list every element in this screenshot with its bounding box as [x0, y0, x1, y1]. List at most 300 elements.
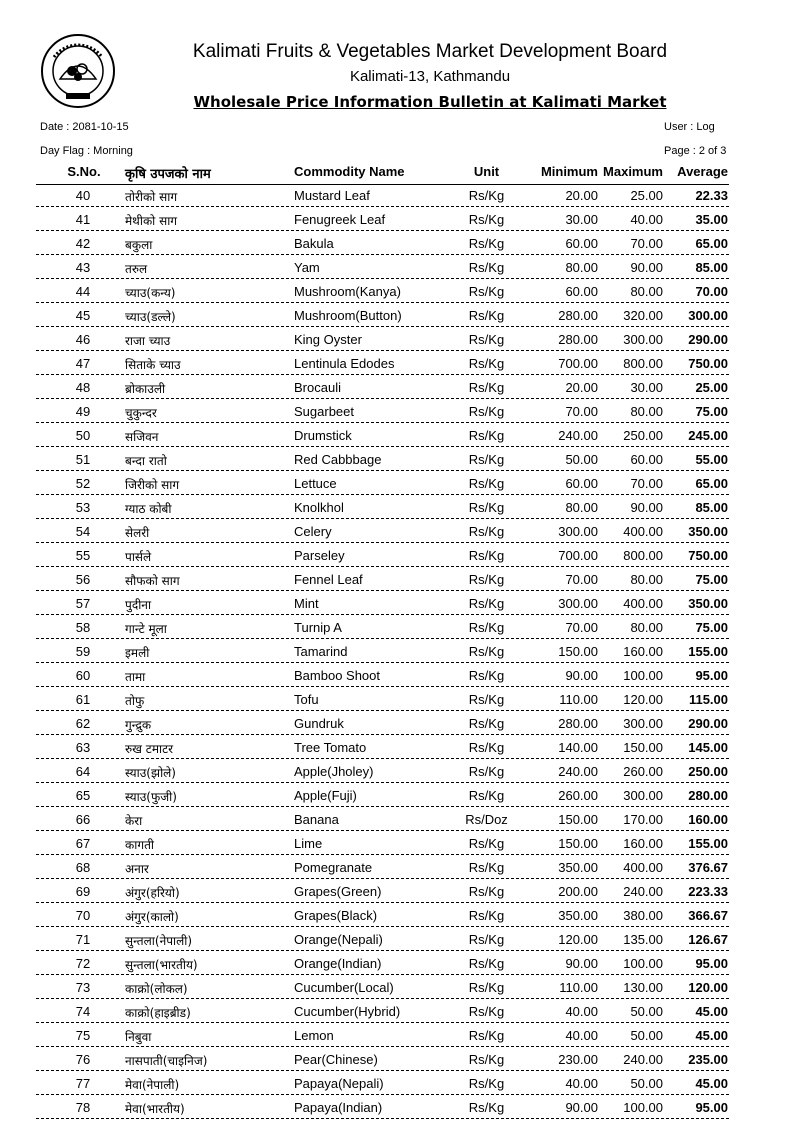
- cell-minimum: 150.00: [558, 812, 598, 827]
- cell-minimum: 240.00: [558, 428, 598, 443]
- cell-nepali-name: तोफु: [125, 694, 145, 708]
- cell-minimum: 700.00: [558, 548, 598, 563]
- cell-commodity-name: Pomegranate: [294, 860, 373, 875]
- cell-commodity-name: Papaya(Nepali): [294, 1076, 384, 1091]
- cell-average: 290.00: [688, 332, 728, 347]
- cell-minimum: 350.00: [558, 860, 598, 875]
- cell-nepali-name: जिरीको साग: [125, 478, 180, 492]
- cell-commodity-name: Sugarbeet: [294, 404, 354, 419]
- cell-average: 45.00: [695, 1076, 728, 1091]
- cell-sno: 49: [75, 404, 91, 419]
- cell-sno: 54: [75, 524, 91, 539]
- cell-nepali-name: सुन्तला(भारतीय): [125, 958, 198, 972]
- cell-nepali-name: केरा: [125, 814, 143, 828]
- cell-nepali-name: च्याउ(कन्य): [125, 286, 176, 300]
- cell-maximum: 250.00: [623, 428, 663, 443]
- cell-nepali-name: मेथीको साग: [125, 214, 178, 228]
- cell-minimum: 70.00: [565, 620, 598, 635]
- cell-average: 750.00: [688, 548, 728, 563]
- table-row: [36, 400, 729, 423]
- cell-commodity-name: Tamarind: [294, 644, 348, 659]
- cell-sno: 40: [75, 188, 91, 203]
- cell-minimum: 30.00: [565, 212, 598, 227]
- cell-sno: 74: [75, 1004, 91, 1019]
- cell-nepali-name: मेवा(भारतीय): [125, 1102, 185, 1116]
- table-row: [36, 232, 729, 255]
- cell-maximum: 100.00: [623, 956, 663, 971]
- cell-minimum: 90.00: [565, 668, 598, 683]
- cell-average: 290.00: [688, 716, 728, 731]
- cell-minimum: 80.00: [565, 260, 598, 275]
- table-row: [36, 688, 729, 711]
- header-commodity-name: Commodity Name: [294, 164, 405, 179]
- table-row: [36, 928, 729, 951]
- cell-unit: Rs/Kg: [468, 1052, 505, 1067]
- table-row: [36, 448, 729, 471]
- cell-maximum: 170.00: [623, 812, 663, 827]
- cell-nepali-name: तामा: [125, 670, 146, 684]
- cell-commodity-name: Papaya(Indian): [294, 1100, 383, 1115]
- cell-minimum: 40.00: [565, 1004, 598, 1019]
- cell-sno: 63: [75, 740, 91, 755]
- cell-average: 155.00: [688, 836, 728, 851]
- cell-maximum: 90.00: [630, 500, 663, 515]
- cell-average: 250.00: [688, 764, 728, 779]
- cell-sno: 45: [75, 308, 91, 323]
- cell-sno: 72: [75, 956, 91, 971]
- table-row: [36, 952, 729, 975]
- cell-nepali-name: ग्याठ कोबी: [125, 502, 172, 516]
- cell-commodity-name: Apple(Jholey): [294, 764, 374, 779]
- cell-average: 70.00: [695, 284, 728, 299]
- cell-minimum: 150.00: [558, 644, 598, 659]
- cell-sno: 46: [75, 332, 91, 347]
- cell-average: 65.00: [695, 236, 728, 251]
- cell-unit: Rs/Kg: [468, 188, 505, 203]
- cell-commodity-name: Fennel Leaf: [294, 572, 363, 587]
- cell-maximum: 800.00: [623, 356, 663, 371]
- cell-maximum: 800.00: [623, 548, 663, 563]
- header-minimum: Minimum: [540, 164, 598, 179]
- cell-nepali-name: स्याउ(फुजी): [125, 790, 177, 804]
- cell-maximum: 400.00: [623, 860, 663, 875]
- cell-nepali-name: च्याउ(डल्ले): [125, 310, 176, 324]
- cell-average: 235.00: [688, 1052, 728, 1067]
- cell-average: 45.00: [695, 1028, 728, 1043]
- table-row: [36, 904, 729, 927]
- cell-commodity-name: Orange(Nepali): [294, 932, 383, 947]
- header-nepali-name: कृषि उपजको नाम: [125, 167, 211, 182]
- cell-sno: 57: [75, 596, 91, 611]
- cell-sno: 56: [75, 572, 91, 587]
- cell-commodity-name: Red Cabbbage: [294, 452, 382, 467]
- header-average: Average: [677, 164, 728, 179]
- cell-average: 350.00: [688, 596, 728, 611]
- table-row: [36, 376, 729, 399]
- cell-maximum: 100.00: [623, 668, 663, 683]
- cell-maximum: 80.00: [630, 404, 663, 419]
- cell-minimum: 280.00: [558, 308, 598, 323]
- cell-unit: Rs/Kg: [468, 332, 505, 347]
- cell-average: 75.00: [695, 620, 728, 635]
- cell-nepali-name: तोरीको साग: [125, 190, 178, 204]
- cell-sno: 60: [75, 668, 91, 683]
- cell-minimum: 240.00: [558, 764, 598, 779]
- cell-unit: Rs/Kg: [468, 980, 505, 995]
- cell-sno: 75: [75, 1028, 91, 1043]
- cell-sno: 71: [75, 932, 91, 947]
- table-row: [36, 760, 729, 783]
- cell-commodity-name: Lemon: [294, 1028, 334, 1043]
- cell-unit: Rs/Kg: [468, 692, 505, 707]
- table-row: [36, 472, 729, 495]
- cell-maximum: 90.00: [630, 260, 663, 275]
- cell-minimum: 140.00: [558, 740, 598, 755]
- board-address: Kalimati-13, Kathmandu: [349, 68, 511, 85]
- cell-nepali-name: पार्सले: [125, 550, 152, 564]
- cell-sno: 53: [75, 500, 91, 515]
- table-row: [36, 1096, 729, 1119]
- cell-maximum: 60.00: [630, 452, 663, 467]
- cell-maximum: 50.00: [630, 1004, 663, 1019]
- cell-minimum: 60.00: [565, 284, 598, 299]
- cell-maximum: 260.00: [623, 764, 663, 779]
- board-title: Kalimati Fruits & Vegetables Market Development Board: [192, 41, 668, 62]
- cell-sno: 61: [75, 692, 91, 707]
- cell-sno: 73: [75, 980, 91, 995]
- table-row: [36, 736, 729, 759]
- cell-unit: Rs/Kg: [468, 596, 505, 611]
- table-row: [36, 424, 729, 447]
- cell-maximum: 160.00: [623, 836, 663, 851]
- cell-commodity-name: Celery: [294, 524, 332, 539]
- cell-commodity-name: Apple(Fuji): [294, 788, 357, 803]
- cell-commodity-name: Lentinula Edodes: [294, 356, 395, 371]
- table-row: [36, 1048, 729, 1071]
- table-row: [36, 808, 729, 831]
- cell-unit: Rs/Kg: [468, 452, 505, 467]
- cell-commodity-name: Tree Tomato: [294, 740, 367, 755]
- table-row: [36, 784, 729, 807]
- cell-unit: Rs/Kg: [468, 308, 505, 323]
- table-row: [36, 616, 729, 639]
- cell-minimum: 90.00: [565, 956, 598, 971]
- cell-minimum: 20.00: [565, 380, 598, 395]
- cell-commodity-name: Drumstick: [294, 428, 352, 443]
- cell-average: 376.67: [688, 860, 728, 875]
- cell-nepali-name: इमली: [125, 646, 150, 660]
- cell-sno: 42: [75, 236, 91, 251]
- cell-nepali-name: तरुल: [125, 262, 148, 276]
- cell-maximum: 130.00: [623, 980, 663, 995]
- cell-minimum: 70.00: [565, 404, 598, 419]
- cell-commodity-name: Turnip A: [294, 620, 342, 635]
- cell-commodity-name: Parseley: [294, 548, 345, 563]
- cell-unit: Rs/Kg: [468, 932, 505, 947]
- cell-maximum: 50.00: [630, 1028, 663, 1043]
- cell-commodity-name: Cucumber(Hybrid): [294, 1004, 401, 1019]
- cell-maximum: 240.00: [623, 1052, 663, 1067]
- cell-sno: 69: [75, 884, 91, 899]
- cell-sno: 43: [75, 260, 91, 275]
- table-row: [36, 496, 729, 519]
- cell-nepali-name: अंगुर(हरियो): [125, 886, 180, 900]
- cell-average: 25.00: [695, 380, 728, 395]
- cell-average: 126.67: [688, 932, 728, 947]
- cell-unit: Rs/Kg: [468, 884, 505, 899]
- page-indicator: Page : 2 of 3: [664, 145, 727, 157]
- cell-maximum: 320.00: [623, 308, 663, 323]
- cell-average: 115.00: [688, 692, 728, 707]
- cell-sno: 76: [75, 1052, 91, 1067]
- cell-nepali-name: पुदीना: [125, 598, 152, 612]
- cell-sno: 64: [75, 764, 91, 779]
- header-sno: S.No.: [67, 164, 101, 179]
- cell-average: 22.33: [695, 188, 728, 203]
- cell-minimum: 350.00: [558, 908, 598, 923]
- table-row: [36, 544, 729, 567]
- cell-unit: Rs/Kg: [468, 260, 505, 275]
- cell-commodity-name: Knolkhol: [294, 500, 344, 515]
- cell-maximum: 30.00: [630, 380, 663, 395]
- cell-unit: Rs/Kg: [468, 908, 505, 923]
- cell-minimum: 80.00: [565, 500, 598, 515]
- cell-unit: Rs/Kg: [468, 1004, 505, 1019]
- cell-nepali-name: सिताके च्याउ: [125, 358, 181, 372]
- cell-minimum: 700.00: [558, 356, 598, 371]
- cell-sno: 52: [75, 476, 91, 491]
- cell-unit: Rs/Kg: [468, 548, 505, 563]
- table-row: [36, 976, 729, 999]
- cell-maximum: 400.00: [623, 524, 663, 539]
- cell-commodity-name: Mint: [294, 596, 319, 611]
- cell-average: 350.00: [688, 524, 728, 539]
- cell-unit: Rs/Kg: [468, 572, 505, 587]
- cell-unit: Rs/Kg: [468, 1100, 505, 1115]
- cell-average: 155.00: [688, 644, 728, 659]
- cell-average: 280.00: [688, 788, 728, 803]
- cell-maximum: 70.00: [630, 236, 663, 251]
- cell-unit: Rs/Kg: [468, 860, 505, 875]
- cell-minimum: 70.00: [565, 572, 598, 587]
- cell-sno: 78: [75, 1100, 91, 1115]
- cell-average: 95.00: [695, 668, 728, 683]
- cell-nepali-name: ब्रोकाउली: [125, 382, 166, 396]
- cell-unit: Rs/Kg: [468, 236, 505, 251]
- cell-unit: Rs/Kg: [468, 1028, 505, 1043]
- cell-sno: 65: [75, 788, 91, 803]
- table-row: [36, 1072, 729, 1095]
- cell-average: 95.00: [695, 1100, 728, 1115]
- cell-unit: Rs/Kg: [468, 740, 505, 755]
- cell-average: 366.67: [688, 908, 728, 923]
- cell-commodity-name: King Oyster: [294, 332, 362, 347]
- cell-maximum: 300.00: [623, 332, 663, 347]
- cell-sno: 66: [75, 812, 91, 827]
- cell-nepali-name: काक्रो(हाइब्रीड): [125, 1006, 191, 1020]
- cell-commodity-name: Fenugreek Leaf: [294, 212, 386, 227]
- cell-minimum: 230.00: [558, 1052, 598, 1067]
- cell-maximum: 40.00: [630, 212, 663, 227]
- cell-average: 145.00: [688, 740, 728, 755]
- cell-sno: 67: [75, 836, 91, 851]
- cell-unit: Rs/Kg: [468, 428, 505, 443]
- cell-nepali-name: रुख टमाटर: [125, 742, 174, 756]
- cell-average: 120.00: [688, 980, 728, 995]
- cell-nepali-name: सेलरी: [125, 526, 150, 540]
- cell-minimum: 300.00: [558, 524, 598, 539]
- cell-minimum: 110.00: [559, 980, 598, 995]
- cell-commodity-name: Bamboo Shoot: [294, 668, 381, 683]
- cell-commodity-name: Grapes(Black): [294, 908, 378, 923]
- cell-commodity-name: Tofu: [294, 692, 319, 707]
- cell-maximum: 25.00: [630, 188, 663, 203]
- cell-maximum: 80.00: [630, 284, 663, 299]
- cell-nepali-name: निबुवा: [125, 1030, 152, 1044]
- cell-nepali-name: अंगुर(कालो): [125, 910, 179, 924]
- cell-minimum: 300.00: [558, 596, 598, 611]
- cell-unit: Rs/Kg: [468, 668, 505, 683]
- table-row: [36, 712, 729, 735]
- cell-average: 85.00: [695, 500, 728, 515]
- cell-maximum: 100.00: [623, 1100, 663, 1115]
- cell-sno: 55: [75, 548, 91, 563]
- cell-sno: 50: [75, 428, 91, 443]
- cell-sno: 41: [75, 212, 91, 227]
- cell-minimum: 40.00: [565, 1076, 598, 1091]
- cell-unit: Rs/Kg: [468, 716, 505, 731]
- cell-average: 160.00: [688, 812, 728, 827]
- cell-nepali-name: नासपाती(चाइनिज): [125, 1054, 208, 1068]
- cell-nepali-name: काक्रो(लोकल): [125, 982, 188, 996]
- cell-average: 245.00: [688, 428, 728, 443]
- cell-unit: Rs/Kg: [468, 956, 505, 971]
- cell-unit: Rs/Doz: [465, 812, 508, 827]
- cell-unit: Rs/Kg: [468, 524, 505, 539]
- cell-commodity-name: Lime: [294, 836, 323, 851]
- table-row: [36, 640, 729, 663]
- table-row: [36, 856, 729, 879]
- cell-unit: Rs/Kg: [468, 836, 505, 851]
- cell-minimum: 20.00: [565, 188, 598, 203]
- header-maximum: Maximum: [603, 164, 663, 179]
- table-row: [36, 328, 729, 351]
- cell-nepali-name: अनार: [125, 862, 149, 876]
- cell-maximum: 300.00: [623, 716, 663, 731]
- cell-sno: 62: [75, 716, 91, 731]
- cell-sno: 77: [75, 1076, 91, 1091]
- cell-nepali-name: राजा च्याउ: [125, 334, 171, 348]
- cell-nepali-name: गान्टे मूला: [125, 622, 167, 636]
- cell-average: 75.00: [695, 404, 728, 419]
- report-date: Date : 2081-10-15: [40, 121, 129, 133]
- cell-unit: Rs/Kg: [468, 356, 505, 371]
- cell-minimum: 260.00: [558, 788, 598, 803]
- cell-minimum: 60.00: [565, 236, 598, 251]
- cell-unit: Rs/Kg: [468, 212, 505, 227]
- cell-commodity-name: Brocauli: [294, 380, 341, 395]
- cell-unit: Rs/Kg: [468, 620, 505, 635]
- cell-nepali-name: कागती: [125, 838, 155, 852]
- cell-minimum: 150.00: [558, 836, 598, 851]
- cell-nepali-name: स्याउ(झोले): [125, 766, 176, 780]
- table-row: [36, 664, 729, 687]
- cell-maximum: 380.00: [623, 908, 663, 923]
- table-row: [36, 208, 729, 231]
- day-flag: Day Flag : Morning: [40, 145, 133, 157]
- table-row: [36, 352, 729, 375]
- cell-minimum: 60.00: [565, 476, 598, 491]
- cell-average: 85.00: [695, 260, 728, 275]
- cell-average: 35.00: [695, 212, 728, 227]
- cell-commodity-name: Orange(Indian): [294, 956, 382, 971]
- cell-sno: 68: [75, 860, 91, 875]
- cell-average: 300.00: [688, 308, 728, 323]
- table-header: [36, 162, 729, 185]
- cell-unit: Rs/Kg: [468, 764, 505, 779]
- table-row: [36, 256, 729, 279]
- cell-minimum: 280.00: [558, 716, 598, 731]
- cell-commodity-name: Grapes(Green): [294, 884, 382, 899]
- cell-unit: Rs/Kg: [468, 1076, 505, 1091]
- cell-average: 65.00: [695, 476, 728, 491]
- cell-commodity-name: Yam: [294, 260, 320, 275]
- cell-average: 750.00: [688, 356, 728, 371]
- cell-unit: Rs/Kg: [468, 500, 505, 515]
- cell-average: 223.33: [688, 884, 728, 899]
- cell-nepali-name: बकुला: [125, 238, 153, 252]
- cell-nepali-name: चुकुन्दर: [125, 406, 157, 420]
- cell-sno: 70: [75, 908, 91, 923]
- cell-nepali-name: सुन्तला(नेपाली): [125, 934, 193, 948]
- cell-unit: Rs/Kg: [468, 788, 505, 803]
- cell-maximum: 300.00: [623, 788, 663, 803]
- cell-maximum: 400.00: [623, 596, 663, 611]
- cell-sno: 44: [75, 284, 91, 299]
- table-row: [36, 280, 729, 303]
- cell-unit: Rs/Kg: [468, 404, 505, 419]
- cell-unit: Rs/Kg: [468, 644, 505, 659]
- cell-commodity-name: Mushroom(Kanya): [294, 284, 401, 299]
- cell-maximum: 80.00: [630, 620, 663, 635]
- table-row: [36, 520, 729, 543]
- cell-nepali-name: बन्दा रातो: [125, 454, 167, 468]
- table-row: [36, 880, 729, 903]
- cell-maximum: 160.00: [623, 644, 663, 659]
- cell-sno: 51: [75, 452, 91, 467]
- table-row: [36, 1024, 729, 1047]
- cell-nepali-name: सौफको साग: [125, 574, 180, 588]
- cell-minimum: 90.00: [565, 1100, 598, 1115]
- cell-sno: 48: [75, 380, 91, 395]
- bulletin-title: Wholesale Price Information Bulletin at Kalimati Market: [193, 93, 667, 111]
- cell-minimum: 110.00: [559, 692, 598, 707]
- cell-average: 45.00: [695, 1004, 728, 1019]
- cell-commodity-name: Mushroom(Button): [294, 308, 402, 323]
- cell-maximum: 240.00: [623, 884, 663, 899]
- cell-nepali-name: सजिवन: [125, 430, 159, 444]
- board-logo: [40, 33, 116, 109]
- cell-commodity-name: Bakula: [294, 236, 334, 251]
- cell-unit: Rs/Kg: [468, 284, 505, 299]
- cell-average: 95.00: [695, 956, 728, 971]
- cell-commodity-name: Banana: [294, 812, 339, 827]
- cell-maximum: 80.00: [630, 572, 663, 587]
- header-unit: Unit: [473, 164, 500, 179]
- cell-commodity-name: Mustard Leaf: [294, 188, 370, 203]
- cell-nepali-name: गुन्द्रुक: [125, 718, 152, 732]
- table-row: [36, 568, 729, 591]
